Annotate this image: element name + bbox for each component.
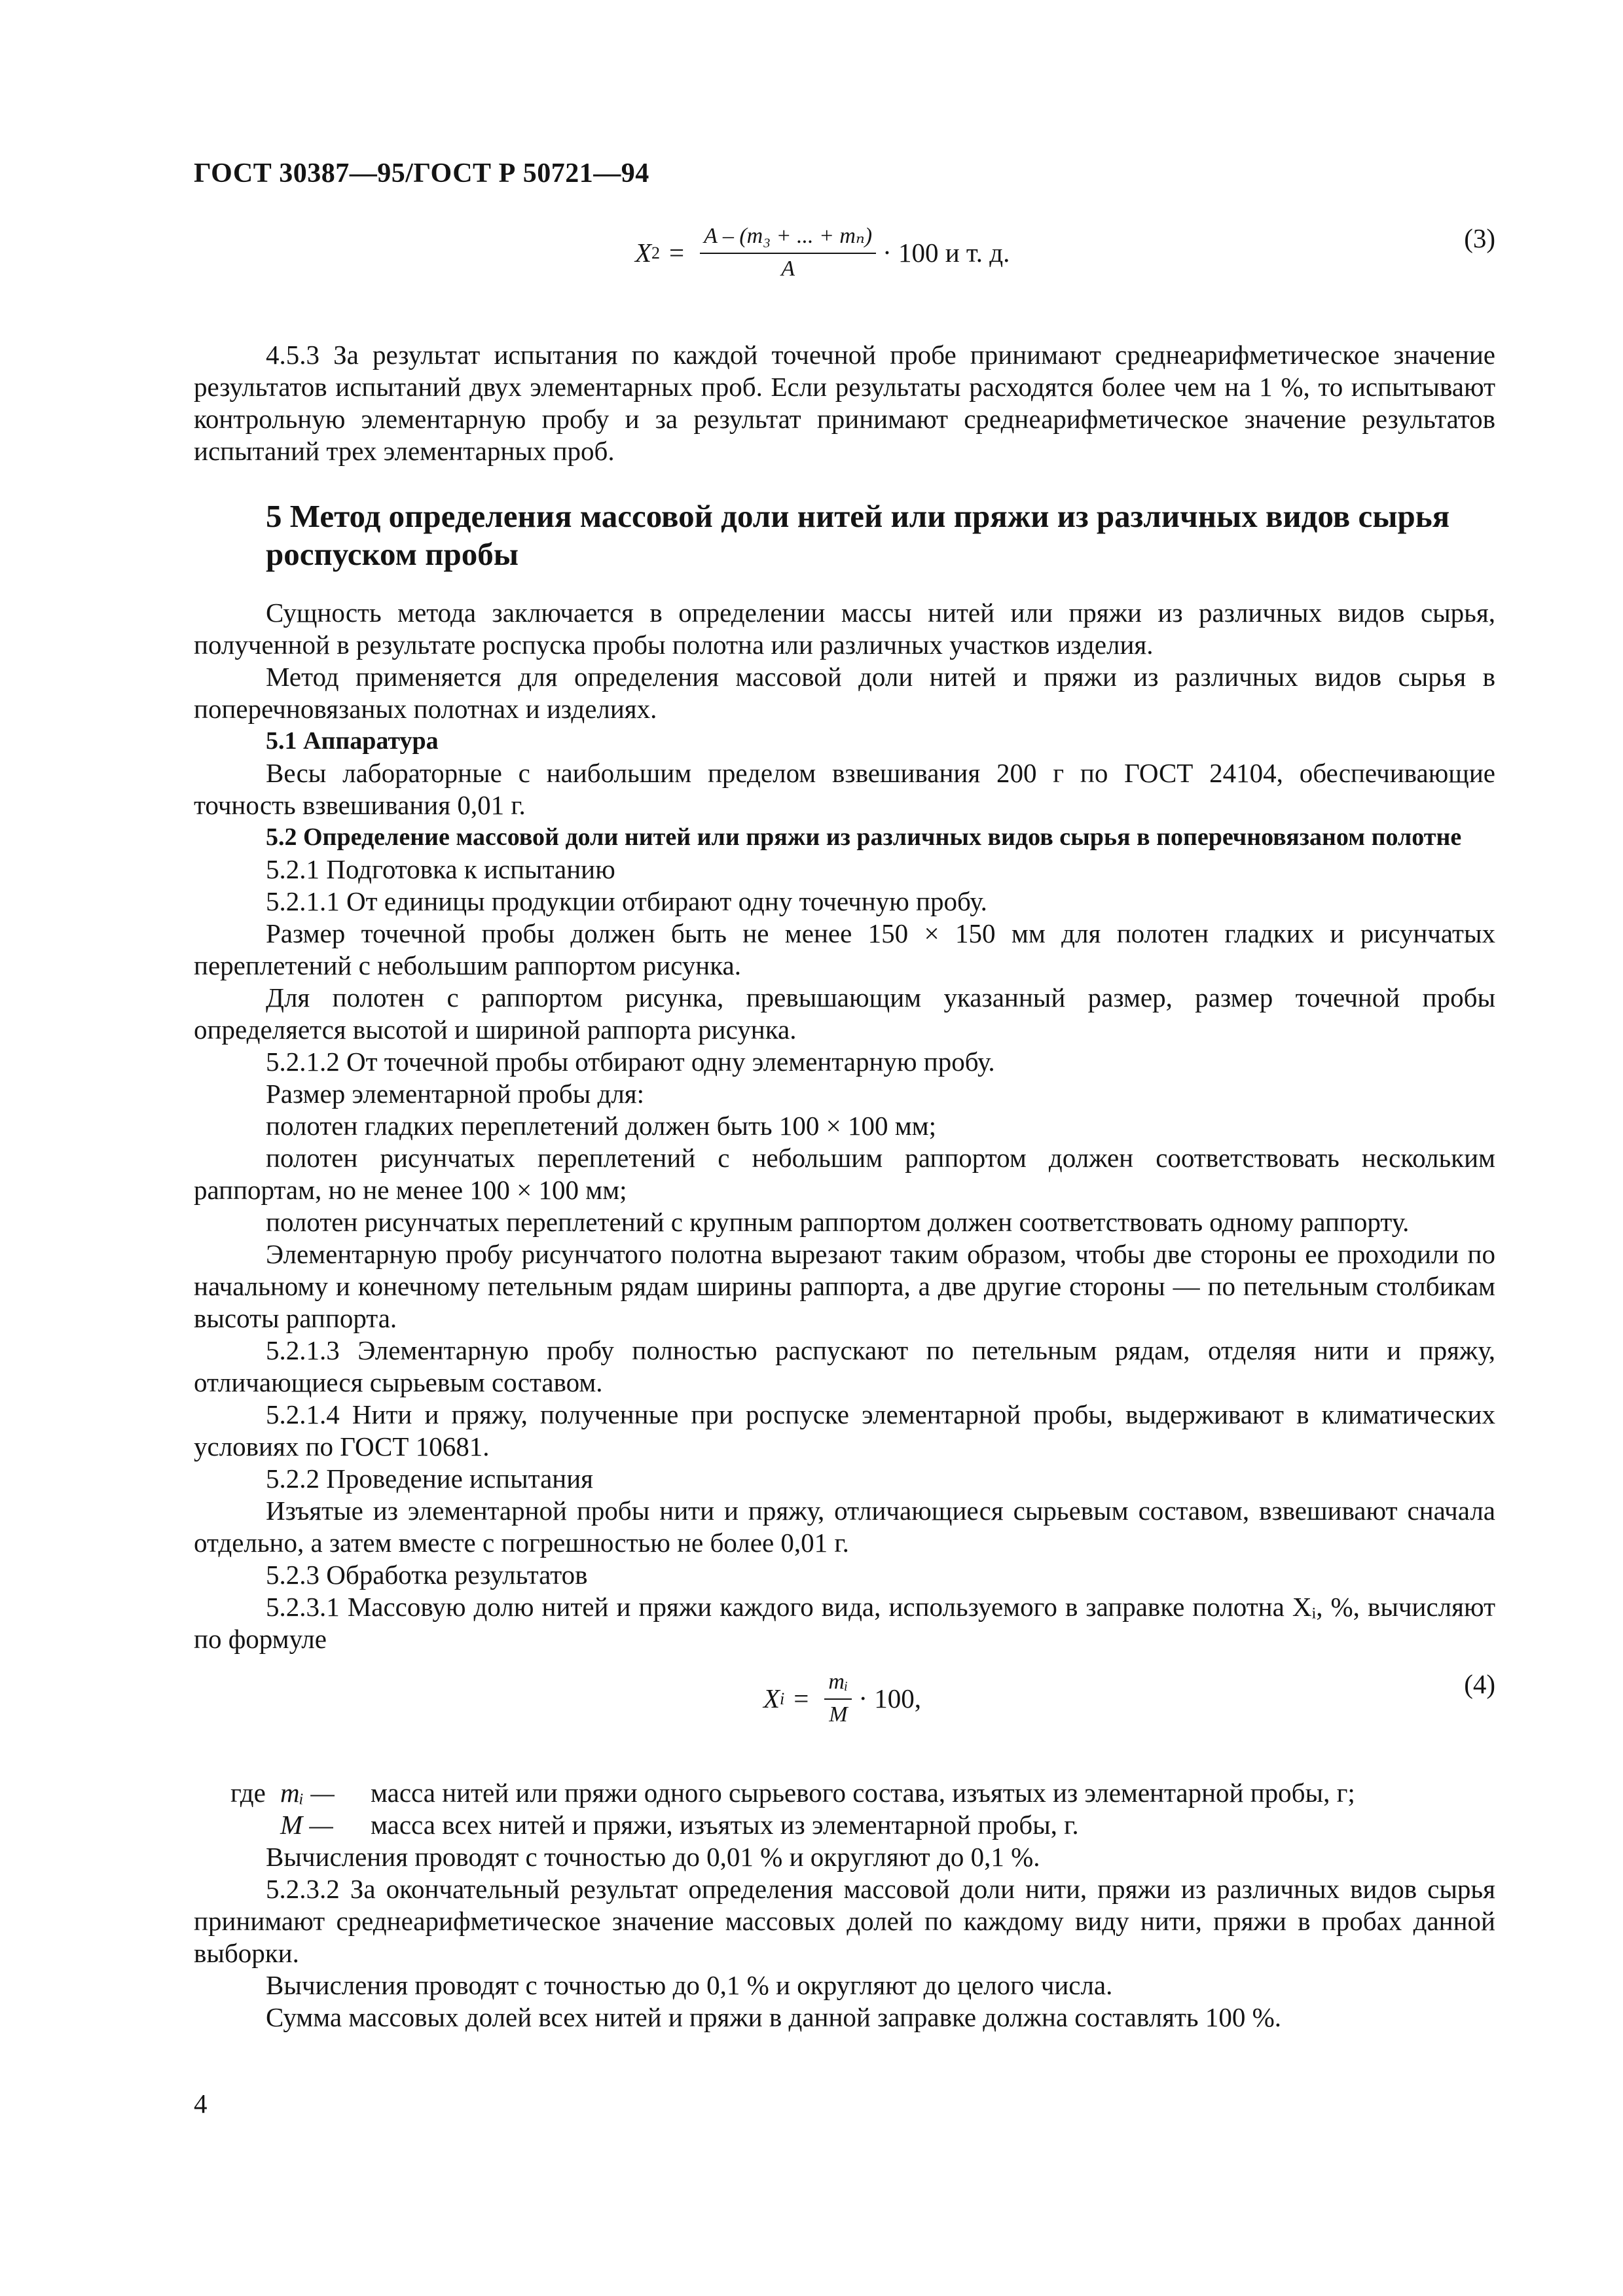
formula-3-tail: · 100 и т. д. [883,237,1010,268]
clause-5-2-1: 5.2.1 Подготовка к испытанию [266,854,615,884]
formula-3-lhs-sub: 2 [651,243,661,262]
sample-size-text: Размер точечной пробы должен быть не менее 150 × 150 мм для полотен гладких и рисунчатых переплетений с небольшим раппортом рисунка. [194,918,1495,980]
formula-4 [194,1668,1495,1753]
clause-5-2-1-4: 5.2.1.4 Нити и пряжу, полученные при роспуске элементарной пробы, выдерживают в климатических условиях по ГОСТ 10681. [194,1399,1495,1462]
section-5-intro-1: Сущность метода заключается в определении массы нитей или пряжи из различных видов сырья, полученной в результате роспуска пробы полотна или различных участков изделия. [194,598,1495,660]
calculation-precision-2: Вычисления проводят с точностью до 0,1 % и округляют до целого числа. [266,1970,1113,2000]
formula-3 [194,223,1495,308]
page-number: 4 [194,2089,208,2119]
clause-5-1-text: Весы лабораторные с наибольшим пределом взвешивания 200 г по ГОСТ 24104, обеспечивающие точность взвешивания 0,01 г. [194,758,1495,820]
formula-4-lhs-var: X [763,1683,780,1713]
formula-4-legend [194,1777,1495,1841]
formula-4-fraction [824,1668,852,1729]
formula-3-numerator: A – (m₃ + ... + mₙ) [700,223,876,254]
formula-4-number: (4) [1464,1669,1495,1699]
formula-4-denominator: M [829,1702,848,1727]
clause-5-2-1-3: 5.2.1.3 Элементарную пробу полностью распускают по петельным рядам, отделяя нити и пряжу, отличающиеся сырьевым составом. [194,1335,1495,1397]
clause-4-5-3: 4.5.3 За результат испытания по каждой точечной пробе принимают среднеарифметическое значение результатов испытаний двух элементарных проб. Если результаты расходятся более чем на 1 %, то испытывают контрольную элементарную пробу и за результат принимают среднеарифметическое значение результатов испытаний трех элементарных проб. [194,340,1495,466]
calculation-precision-1: Вычисления проводят с точностью до 0,01 % и округляют до 0,1 %. [266,1842,1040,1872]
formula-4-expression [763,1668,921,1729]
section-5-intro-2: Метод применяется для определения массовой доли нитей и пряжи из различных видов сырья в поперечновязаных полотнах и изделиях. [194,662,1495,724]
elementary-sample-large-rapport: полотен рисунчатых переплетений с крупным раппортом должен соответствовать одному раппорту. [266,1207,1410,1237]
section-5-title: 5 Метод определения массовой доли нитей или пряжи из различных видов сырья роспуском пробы [266,498,1450,572]
heading-5-2: 5.2 Определение массовой доли нитей или пряжи из различных видов сырья в поперечновязаном полотне [266,823,1462,851]
heading-5-1: 5.1 Аппаратура [266,727,439,755]
formula-4-equals: = [793,1683,809,1713]
cutting-instructions: Элементарную пробу рисунчатого полотна вырезают таким образом, чтобы две стороны ее проходили по начальному и конечному петельным рядам ширины раппорта, а две другие стороны — по петельным столбикам высоты раппорта. [194,1239,1495,1333]
formula-3-expression [635,223,1010,283]
elementary-sample-small-rapport: полотен рисунчатых переплетений с небольшим раппортом должен соответствовать нескольким раппортам, но не менее 100 × 100 мм; [194,1143,1495,1205]
sample-size-rapport-text: Для полотен с раппортом рисунка, превышающим указанный размер, размер точечной пробы определяется высотой и шириной раппорта рисунка. [194,982,1495,1045]
sum-requirement: Сумма массовых долей всех нитей и пряжи в данной заправке должна составлять 100 %. [266,2002,1281,2032]
formula-4-numerator: mᵢ [824,1668,852,1700]
standard-header: ГОСТ 30387—95/ГОСТ Р 50721—94 [194,158,649,188]
clause-5-2-3-1: 5.2.3.1 Массовую долю нитей и пряжи каждого вида, используемого в заправке полотна Xᵢ, %, вычисляют по формуле [194,1592,1495,1654]
legend-where-label: где [230,1778,266,1808]
clause-5-2-3-2: 5.2.3.2 За окончательный результат определения массовой доли нити, пряжи из различных видов сырья принимают среднеарифметическое значение массовых долей по каждому виду нити, пряжи в пробах данной выборки. [194,1874,1495,1968]
legend-definition-m-i: масса нитей или пряжи одного сырьевого состава, изъятых из элементарной пробы, г; [371,1778,1355,1808]
formula-3-denominator: A [781,257,795,281]
clause-5-2-1-2: 5.2.1.2 От точечной пробы отбирают одну элементарную пробу. [266,1047,995,1077]
formula-4-tail: · 100, [858,1683,921,1713]
clause-5-2-1-1: 5.2.1.1 От единицы продукции отбирают одну точечную пробу. [266,886,987,916]
formula-4-lhs-sub: i [780,1689,785,1708]
elementary-sample-plain: полотен гладких переплетений должен быть 100 × 100 мм; [266,1111,936,1141]
weighing-text: Изъятые из элементарной пробы нити и пряжу, отличающиеся сырьевым составом, взвешивают сначала отдельно, а затем вместе с погрешностью не более 0,01 г. [194,1496,1495,1558]
clause-5-2-3: 5.2.3 Обработка результатов [266,1560,588,1590]
legend-definition-m: масса всех нитей и пряжи, изъятых из элементарной пробы, г. [371,1810,1079,1840]
page-content [194,223,1495,2034]
elementary-sample-intro: Размер элементарной пробы для: [266,1079,645,1109]
clause-5-2-2: 5.2.2 Проведение испытания [266,1463,594,1494]
formula-3-lhs-var: X [635,237,652,268]
legend-symbol-m: M — [280,1810,333,1840]
formula-3-number: (3) [1464,223,1495,253]
legend-symbol-m-i: mᵢ — [280,1778,335,1808]
formula-3-fraction [700,223,876,283]
formula-3-equals: = [669,237,685,268]
